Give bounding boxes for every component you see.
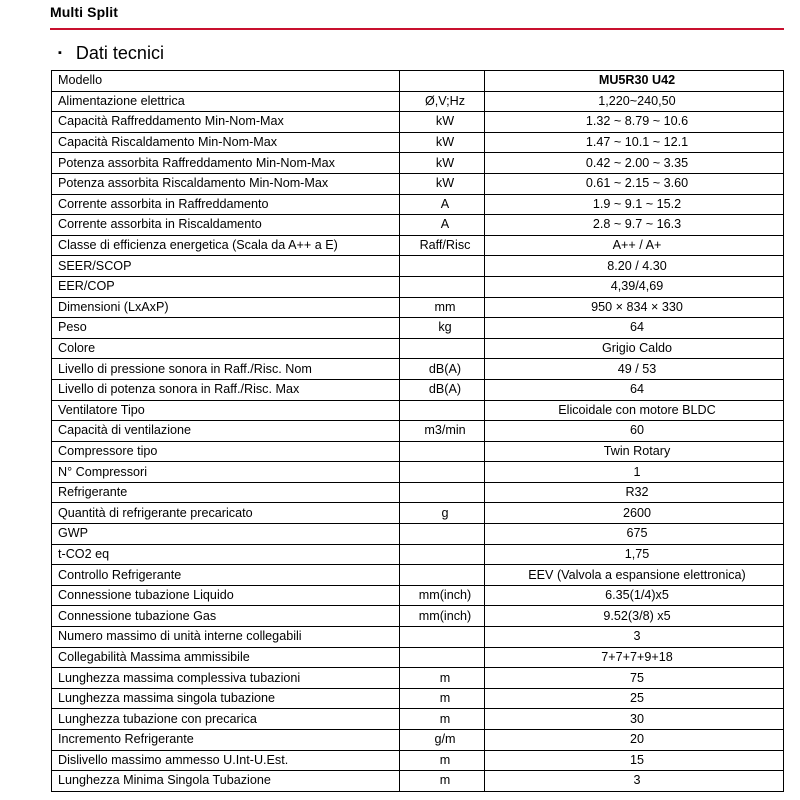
spec-unit-cell (400, 462, 485, 483)
spec-label-cell: Connessione tubazione Gas (52, 606, 400, 627)
spec-value-cell: 64 (485, 379, 784, 400)
spec-value-cell: 6.35(1/4)x5 (485, 585, 784, 606)
spec-label-cell: Livello di potenza sonora in Raff./Risc. Max (52, 379, 400, 400)
spec-value-cell: 25 (485, 688, 784, 709)
table-row (52, 709, 784, 730)
spec-unit-cell: Raff/Risc (400, 235, 485, 256)
spec-label-cell: Quantità di refrigerante precaricato (52, 503, 400, 524)
spec-unit-cell: g (400, 503, 485, 524)
table-row (52, 668, 784, 689)
spec-value-cell: 64 (485, 318, 784, 339)
spec-unit-cell (400, 524, 485, 545)
spec-label-cell: Capacità di ventilazione (52, 421, 400, 442)
spec-unit-cell (400, 627, 485, 648)
spec-label-cell: Capacità Raffreddamento Min-Nom-Max (52, 112, 400, 133)
spec-label-cell: Colore (52, 338, 400, 359)
spec-value-cell: MU5R30 U42 (485, 71, 784, 92)
table-row (52, 503, 784, 524)
spec-value-cell: 20 (485, 730, 784, 751)
spec-value-cell: 1,75 (485, 544, 784, 565)
spec-value-cell: 0.61 ~ 2.15 ~ 3.60 (485, 173, 784, 194)
spec-value-cell: Elicoidale con motore BLDC (485, 400, 784, 421)
spec-label-cell: Incremento Refrigerante (52, 730, 400, 751)
spec-value-cell: 9.52(3/8) x5 (485, 606, 784, 627)
spec-label-cell: SEER/SCOP (52, 256, 400, 277)
spec-label-cell: Controllo Refrigerante (52, 565, 400, 586)
spec-unit-cell: mm(inch) (400, 606, 485, 627)
spec-value-cell: Twin Rotary (485, 441, 784, 462)
spec-label-cell: Peso (52, 318, 400, 339)
table-row (52, 441, 784, 462)
spec-value-cell: EEV (Valvola a espansione elettronica) (485, 565, 784, 586)
table-row (52, 194, 784, 215)
spec-value-cell: 950 × 834 × 330 (485, 297, 784, 318)
table-row (52, 750, 784, 771)
spec-label-cell: Collegabilità Massima ammissibile (52, 647, 400, 668)
spec-value-cell: 60 (485, 421, 784, 442)
table-row (52, 359, 784, 380)
table-row (52, 606, 784, 627)
spec-value-cell: 3 (485, 627, 784, 648)
section-heading (58, 43, 164, 64)
spec-value-cell: 75 (485, 668, 784, 689)
table-row (52, 71, 784, 92)
table-row (52, 585, 784, 606)
specs-table (51, 70, 784, 792)
spec-label-cell: Dislivello massimo ammesso U.Int-U.Est. (52, 750, 400, 771)
spec-value-cell: 8.20 / 4.30 (485, 256, 784, 277)
section-title: Dati tecnici (75, 43, 164, 63)
spec-unit-cell: kW (400, 112, 485, 133)
table-row (52, 771, 784, 792)
spec-unit-cell: m (400, 688, 485, 709)
table-row (52, 235, 784, 256)
table-row (52, 338, 784, 359)
spec-unit-cell (400, 482, 485, 503)
spec-label-cell: Lunghezza massima singola tubazione (52, 688, 400, 709)
spec-unit-cell: kg (400, 318, 485, 339)
spec-unit-cell (400, 256, 485, 277)
table-row (52, 544, 784, 565)
spec-value-cell: 2.8 ~ 9.7 ~ 16.3 (485, 215, 784, 236)
spec-unit-cell: g/m (400, 730, 485, 751)
spec-label-cell: Modello (52, 71, 400, 92)
spec-label-cell: Ventilatore Tipo (52, 400, 400, 421)
spec-unit-cell (400, 544, 485, 565)
spec-label-cell: Lunghezza tubazione con precarica (52, 709, 400, 730)
spec-unit-cell: m (400, 668, 485, 689)
spec-unit-cell: A (400, 194, 485, 215)
table-row (52, 276, 784, 297)
spec-unit-cell: m3/min (400, 421, 485, 442)
spec-unit-cell: dB(A) (400, 359, 485, 380)
spec-label-cell: Connessione tubazione Liquido (52, 585, 400, 606)
spec-label-cell: Potenza assorbita Riscaldamento Min-Nom-Max (52, 173, 400, 194)
spec-label-cell: Corrente assorbita in Riscaldamento (52, 215, 400, 236)
table-row (52, 730, 784, 751)
table-row (52, 132, 784, 153)
spec-value-cell: Grigio Caldo (485, 338, 784, 359)
spec-label-cell: Compressore tipo (52, 441, 400, 462)
table-row (52, 297, 784, 318)
spec-value-cell: 1.32 ~ 8.79 ~ 10.6 (485, 112, 784, 133)
spec-label-cell: Livello di pressione sonora in Raff./Risc. Nom (52, 359, 400, 380)
spec-unit-cell: dB(A) (400, 379, 485, 400)
spec-value-cell: 1,220~240,50 (485, 91, 784, 112)
table-row (52, 173, 784, 194)
spec-value-cell: 2600 (485, 503, 784, 524)
table-row (52, 565, 784, 586)
spec-label-cell: EER/COP (52, 276, 400, 297)
spec-unit-cell: mm(inch) (400, 585, 485, 606)
spec-unit-cell: Ø,V;Hz (400, 91, 485, 112)
spec-label-cell: Alimentazione elettrica (52, 91, 400, 112)
spec-label-cell: Lunghezza massima complessiva tubazioni (52, 668, 400, 689)
spec-unit-cell: kW (400, 132, 485, 153)
spec-unit-cell: m (400, 750, 485, 771)
spec-unit-cell (400, 276, 485, 297)
table-row (52, 153, 784, 174)
spec-value-cell: 1.9 ~ 9.1 ~ 15.2 (485, 194, 784, 215)
spec-unit-cell (400, 400, 485, 421)
spec-value-cell: 4,39/4,69 (485, 276, 784, 297)
table-row (52, 256, 784, 277)
spec-unit-cell: kW (400, 153, 485, 174)
specs-table-body (52, 71, 784, 792)
spec-unit-cell (400, 441, 485, 462)
table-row (52, 647, 784, 668)
spec-value-cell: 3 (485, 771, 784, 792)
spec-unit-cell (400, 565, 485, 586)
table-row (52, 688, 784, 709)
spec-unit-cell (400, 71, 485, 92)
spec-label-cell: Numero massimo di unità interne collegabili (52, 627, 400, 648)
spec-value-cell: 15 (485, 750, 784, 771)
bullet-icon: ▪ (58, 46, 62, 59)
spec-unit-cell: A (400, 215, 485, 236)
spec-label-cell: Classe di efficienza energetica (Scala da A++ a E) (52, 235, 400, 256)
table-row (52, 421, 784, 442)
spec-value-cell: 30 (485, 709, 784, 730)
table-row (52, 462, 784, 483)
table-row (52, 627, 784, 648)
spec-value-cell: 0.42 ~ 2.00 ~ 3.35 (485, 153, 784, 174)
table-row (52, 524, 784, 545)
spec-unit-cell: m (400, 771, 485, 792)
spec-value-cell: 1 (485, 462, 784, 483)
spec-value-cell: 1.47 ~ 10.1 ~ 12.1 (485, 132, 784, 153)
spec-label-cell: Potenza assorbita Raffreddamento Min-Nom-Max (52, 153, 400, 174)
table-row (52, 482, 784, 503)
header-title: Multi Split (50, 4, 118, 20)
table-row (52, 215, 784, 236)
spec-value-cell: A++ / A+ (485, 235, 784, 256)
spec-unit-cell (400, 338, 485, 359)
spec-label-cell: GWP (52, 524, 400, 545)
spec-value-cell: 7+7+7+9+18 (485, 647, 784, 668)
spec-value-cell: R32 (485, 482, 784, 503)
page-header (50, 0, 784, 30)
table-row (52, 112, 784, 133)
table-row (52, 318, 784, 339)
spec-label-cell: Corrente assorbita in Raffreddamento (52, 194, 400, 215)
spec-label-cell: Refrigerante (52, 482, 400, 503)
spec-unit-cell: kW (400, 173, 485, 194)
table-row (52, 379, 784, 400)
spec-label-cell: Lunghezza Minima Singola Tubazione (52, 771, 400, 792)
spec-label-cell: t-CO2 eq (52, 544, 400, 565)
spec-value-cell: 49 / 53 (485, 359, 784, 380)
spec-unit-cell (400, 647, 485, 668)
spec-label-cell: Dimensioni (LxAxP) (52, 297, 400, 318)
spec-label-cell: N° Compressori (52, 462, 400, 483)
spec-label-cell: Capacità Riscaldamento Min-Nom-Max (52, 132, 400, 153)
table-row (52, 91, 784, 112)
spec-unit-cell: mm (400, 297, 485, 318)
spec-value-cell: 675 (485, 524, 784, 545)
spec-unit-cell: m (400, 709, 485, 730)
table-row (52, 400, 784, 421)
